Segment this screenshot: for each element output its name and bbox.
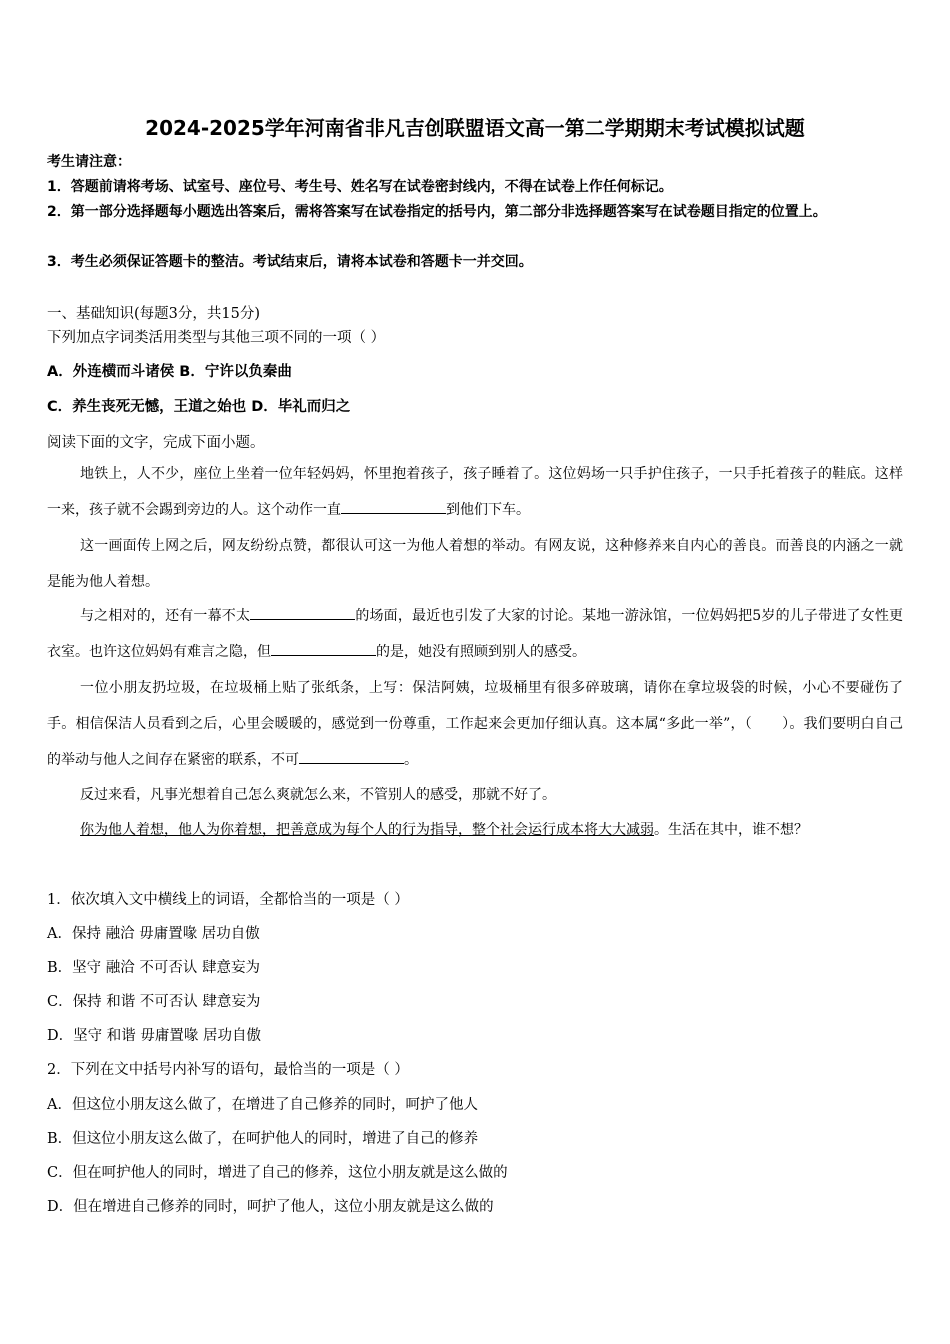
q2-stem: 2．下列在文中括号内补写的语句，最恰当的一项是（ ）: [47, 1062, 409, 1078]
passage-paragraph-1: [47, 456, 903, 528]
passage-p3-text-c: 的是，她没有照顾到别人的感受。: [376, 644, 586, 660]
passage-p4-text-b: ）。我们要明白自己的举动与他人之间存在紧密的联系，不可: [47, 716, 904, 768]
q2-option-b: B．但这位小朋友这么做了，在呵护他人的同时，增进了自己的修养: [47, 1131, 479, 1147]
q2-option-d: D．但在增进自己修养的同时，呵护了他人，这位小朋友就是这么做的: [47, 1199, 494, 1215]
options-row-2: C．养生丧死无憾，王道之始也 D．毕礼而归之: [47, 399, 351, 415]
fill-blank-3: [271, 641, 376, 656]
passage-paragraph-3: [47, 598, 903, 670]
passage-p6-rest: 。生活在其中，谁不想？: [654, 822, 808, 838]
underlined-sentence: 你为他人着想，他人为你着想，把善意成为每个人的行为指导，整个社会运行成本将大大减弱: [80, 822, 654, 838]
q1-option-b: B．坚守 融洽 不可否认 肆意妄为: [47, 960, 260, 976]
fill-blank-4: [299, 749, 404, 764]
q1-stem: 1．依次填入文中横线上的词语，全都恰当的一项是（ ）: [47, 892, 409, 908]
passage-p3-text-b: 的场面，最近也引发了大家的讨论。某地一游泳馆，一位妈妈把5岁的儿子带进了女性更衣室。也许这位妈妈有难言之隐，但: [47, 608, 903, 660]
q2-option-a: A．但这位小朋友这么做了，在增进了自己修养的同时，呵护了他人: [47, 1097, 478, 1113]
q1-option-c: C．保持 和谐 不可否认 肆意妄为: [47, 994, 261, 1010]
options-row-1: A．外连横而斗诸侯 B．宁许以负秦曲: [47, 364, 292, 380]
passage-paragraph-5: 反过来看，凡事光想着自己怎么爽就怎么来，不管别人的感受，那就不好了。: [80, 787, 556, 803]
q1-option-a: A．保持 融洽 毋庸置喙 居功自傲: [47, 926, 260, 942]
q1-option-d: D．坚守 和谐 毋庸置喙 居功自傲: [47, 1028, 261, 1044]
q2-option-c: C．但在呵护他人的同时，增进了自己的修养，这位小朋友就是这么做的: [47, 1165, 508, 1181]
passage-paragraph-4: [47, 670, 903, 778]
passage-p4-text-a: 一位小朋友扔垃圾，在垃圾桶上贴了张纸条，上写：保洁阿姨，垃圾桶里有很多碎玻璃，请你在拿垃圾袋的时候，小心不要碰伤了手。相信保洁人员看到之后，心里会暖暖的，感觉到一份尊重，工作起来会更加仔细认真。这本属“多此一举”，（: [47, 680, 903, 732]
passage-p1-text-a: 地铁上，人不少，座位上坐着一位年轻妈妈，怀里抱着孩子，孩子睡着了。这位妈场一只手护住孩子，一只手托着孩子的鞋底。这样一来，孩子就不会踢到旁边的人。这个动作一直: [47, 466, 903, 518]
passage-p4-text-c: 。: [404, 752, 418, 768]
notice-item-1: 1．答题前请将考场、试室号、座位号、考生号、姓名写在试卷密封线内，不得在试卷上作任何标记。: [47, 179, 673, 195]
notice-item-3: 3．考生必须保证答题卡的整洁。考试结束后，请将本试卷和答题卡一并交回。: [47, 254, 533, 270]
fill-blank-2: [250, 605, 355, 620]
fill-blank-1: [341, 499, 446, 514]
section1-heading: 一、基础知识(每题3分，共15分): [47, 306, 260, 322]
passage-p3-text-a: 与之相对的，还有一幕不太: [80, 608, 251, 624]
passage-paragraph-6: [47, 812, 903, 848]
exam-title: 2024-2025学年河南省非凡吉创联盟语文高一第二学期期末考试模拟试题: [145, 116, 805, 140]
passage-paragraph-2: 这一画面传上网之后，网友纷纷点赞，都很认可这一为他人着想的举动。有网友说，这种修养来自内心的善良。而善良的内涵之一就是能为他人着想。: [47, 538, 903, 590]
notice-heading: 考生请注意：: [47, 154, 131, 170]
reading-intro: 阅读下面的文字，完成下面小题。: [47, 435, 265, 451]
question-stem: 下列加点字词类活用类型与其他三项不同的一项（ ）: [47, 330, 386, 346]
notice-item-2: 2．第一部分选择题每小题选出答案后，需将答案写在试卷指定的括号内，第二部分非选择题答案写在试卷题目指定的位置上。: [47, 204, 827, 220]
passage-p1-text-b: 到他们下车。: [446, 502, 530, 518]
